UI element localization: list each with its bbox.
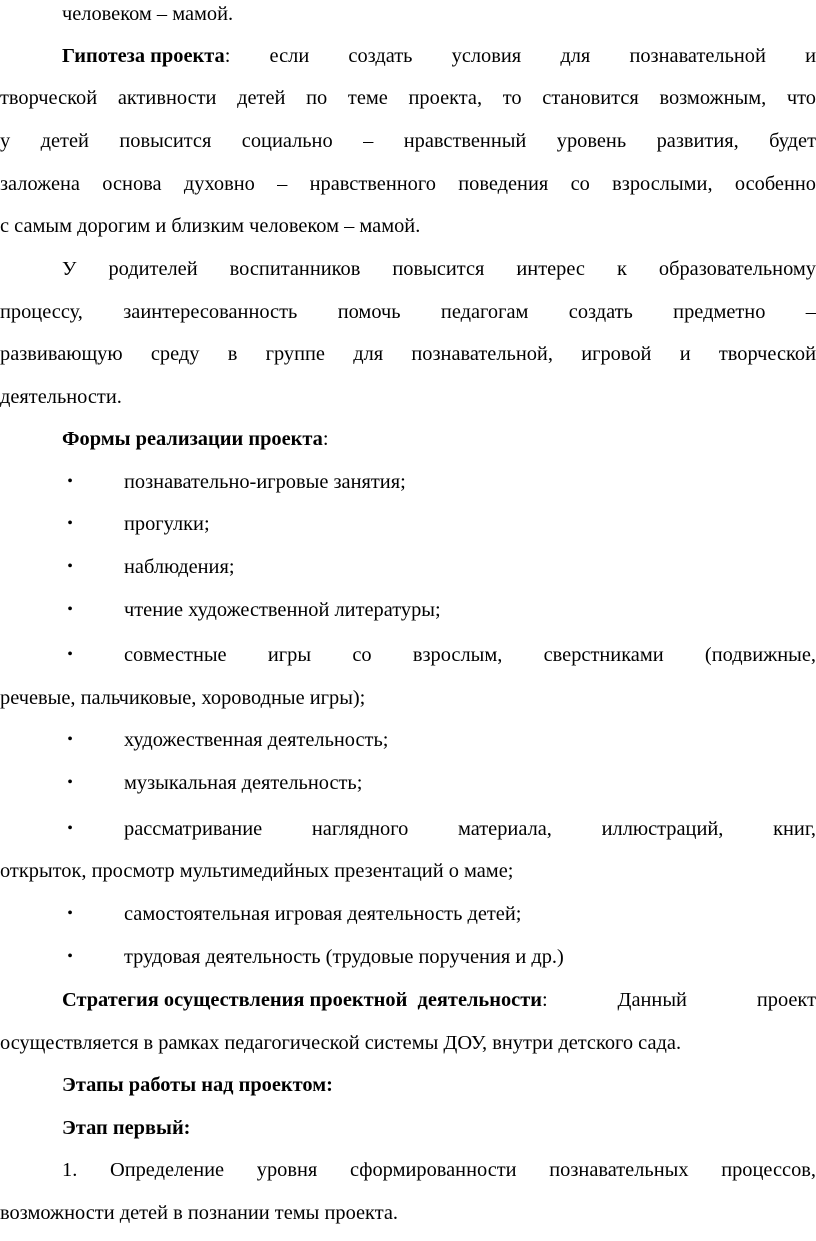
- parents-line-4: [0, 376, 816, 418]
- stage1-item-line-1: [0, 1149, 816, 1191]
- paragraph-tail: [0, 0, 816, 35]
- list-item: [0, 762, 816, 804]
- hypothesis-line-2: [0, 77, 816, 119]
- bullet-icon: •: [67, 731, 73, 748]
- list-item-text: рассматривание наглядного материала, иллюстраций, книг,: [124, 818, 816, 840]
- stages-heading-text: Этапы работы над проектом:: [62, 1074, 333, 1096]
- hypothesis-text-1: : если создать условия для познавательной и: [224, 45, 816, 67]
- list-item-text: совместные игры со взрослым, сверстниками (подвижные,: [124, 644, 816, 666]
- strategy-label: Стратегия осуществления проектной деятельности: [62, 989, 542, 1011]
- strategy-line-2: [0, 1022, 816, 1064]
- stage1-heading-text: Этап первый:: [62, 1117, 191, 1139]
- list-item-text: трудовая деятельность (трудовые поручения и др.): [124, 946, 564, 968]
- bullet-icon: •: [67, 646, 73, 663]
- bullet-icon: •: [67, 515, 73, 532]
- strategy-line-1: [0, 979, 816, 1021]
- hypothesis-line-5: [0, 205, 816, 247]
- list-item-text: самостоятельная игровая деятельность детей;: [124, 903, 522, 925]
- list-item-text: познавательно-игровые занятия;: [124, 471, 406, 493]
- list-item: [0, 546, 816, 588]
- list-item: [0, 461, 816, 503]
- parents-text-2: процессу, заинтересованность помочь педагогам создать предметно –: [0, 301, 816, 323]
- strategy-text-1: : Данный проект: [541, 989, 816, 1011]
- stage1-item-text-1: 1. Определение уровня сформированности познавательных процессов,: [62, 1159, 816, 1181]
- parents-text-4: деятельности.: [0, 386, 122, 408]
- list-item-text: открыток, просмотр мультимедийных презентаций о маме;: [0, 860, 514, 882]
- stage1-item-text-2: возможности детей в познании темы проекта.: [0, 1202, 399, 1224]
- parents-line-3: [0, 333, 816, 375]
- list-item: [0, 893, 816, 935]
- list-item: [0, 589, 816, 631]
- list-item: [0, 936, 816, 978]
- hypothesis-text-3: у детей повысится социально – нравственный уровень развития, будет: [0, 130, 816, 152]
- bullet-icon: •: [67, 905, 73, 922]
- parents-text-3: развивающую среду в группе для познавательной, игровой и творческой: [0, 343, 816, 365]
- parents-line-1: [0, 248, 816, 290]
- bullet-icon: •: [67, 558, 73, 575]
- list-item-text: чтение художественной литературы;: [124, 599, 441, 621]
- strategy-text-2: осуществляется в рамках педагогической системы ДОУ, внутри детского сада.: [0, 1032, 682, 1054]
- stages-heading: [0, 1064, 816, 1106]
- list-item-continuation: [0, 850, 816, 892]
- bullet-icon: •: [67, 473, 73, 490]
- list-item-text: прогулки;: [124, 513, 210, 535]
- hypothesis-text-5: с самым дорогим и близким человеком – мамой.: [0, 215, 421, 237]
- hypothesis-line-3: [0, 120, 816, 162]
- list-item-text: музыкальная деятельность;: [124, 772, 363, 794]
- bullet-icon: •: [67, 774, 73, 791]
- list-item-text: наблюдения;: [124, 556, 235, 578]
- list-item: [0, 503, 816, 545]
- parents-text-1: У родителей воспитанников повысится интерес к образовательному: [62, 258, 816, 280]
- hypothesis-line-4: [0, 163, 816, 205]
- hypothesis-text-2: творческой активности детей по теме проекта, то становится возможным, что: [0, 87, 816, 109]
- hypothesis-label: Гипотеза проекта: [62, 45, 225, 67]
- list-item-text: речевые, пальчиковые, хороводные игры);: [0, 687, 366, 709]
- bullet-icon: •: [67, 601, 73, 618]
- stage1-heading: [0, 1107, 816, 1149]
- parents-line-2: [0, 291, 816, 333]
- hypothesis-line-1: [0, 35, 816, 77]
- paragraph-tail-text: человеком – мамой.: [62, 3, 234, 25]
- forms-heading: [0, 418, 816, 460]
- list-item: [0, 634, 816, 676]
- forms-heading-label: Формы реализации проекта: [62, 428, 323, 450]
- list-item-text: художественная деятельность;: [124, 729, 389, 751]
- list-item: [0, 808, 816, 850]
- bullet-icon: •: [67, 820, 73, 837]
- list-item-continuation: [0, 677, 816, 719]
- forms-heading-colon: :: [322, 428, 329, 450]
- list-item: [0, 719, 816, 761]
- stage1-item-line-2: [0, 1192, 816, 1234]
- bullet-icon: •: [67, 948, 73, 965]
- hypothesis-text-4: заложена основа духовно – нравственного поведения со взрослыми, особенно: [0, 173, 816, 195]
